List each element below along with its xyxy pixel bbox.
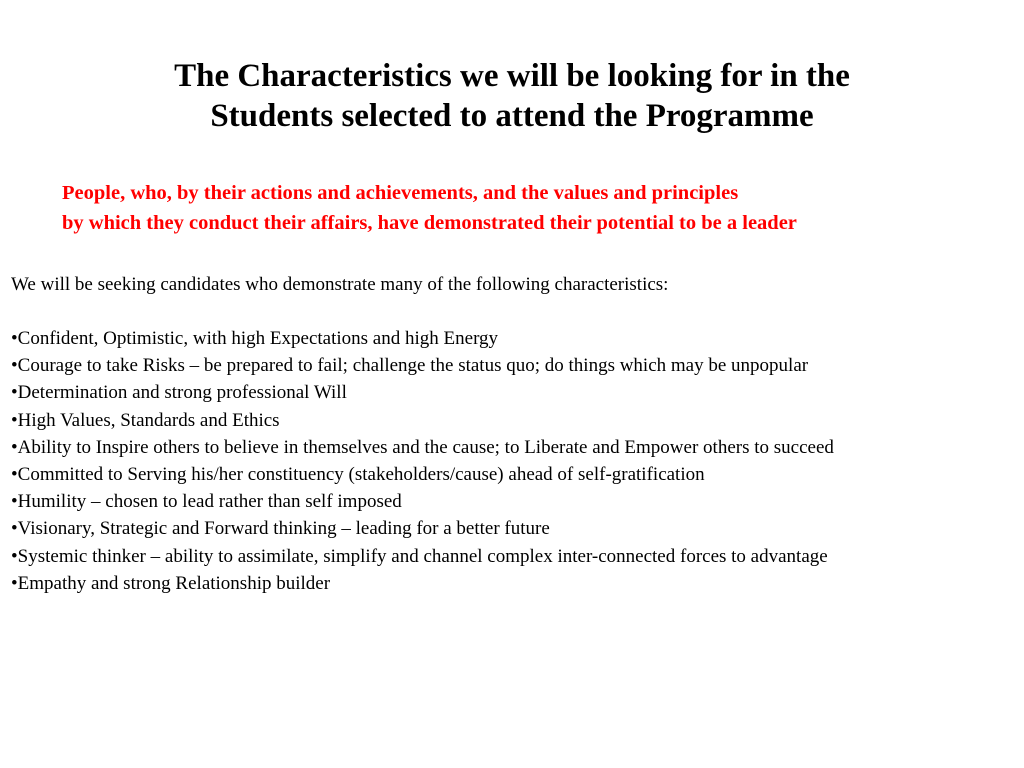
list-item-text: High Values, Standards and Ethics [17, 409, 280, 431]
list-item-text: Systemic thinker – ability to assimilate, simplify and channel complex inter-connected forces to advantage [17, 545, 828, 567]
list-item-text: Visionary, Strategic and Forward thinking – leading for a better future [17, 518, 550, 540]
slide-subtitle-line: People, who, by their actions and achievements, and the values and principles [62, 182, 739, 204]
list-item [11, 543, 834, 570]
bullet-icon: • [11, 355, 18, 377]
bullet-icon: • [11, 382, 18, 404]
list-item [11, 325, 834, 352]
slide-subtitle [62, 178, 797, 238]
list-item-text: Committed to Serving his/her constituency (stakeholders/cause) ahead of self-gratification [17, 464, 705, 486]
list-item [11, 434, 834, 461]
list-item [11, 488, 834, 515]
bullet-icon: • [11, 436, 18, 458]
list-item-text: Humility – chosen to lead rather than self imposed [17, 491, 402, 513]
list-item [11, 407, 834, 434]
list-item-text: Confident, Optimistic, with high Expectations and high Energy [17, 328, 499, 349]
bullet-icon: • [11, 491, 18, 513]
list-item [11, 379, 834, 406]
slide-title-line: Students selected to attend the Programme [210, 98, 814, 134]
bullet-icon: • [11, 409, 18, 431]
slide-subtitle-line: by which they conduct their affairs, have demonstrated their potential to be a leader [62, 212, 797, 234]
list-item-text: Determination and strong professional Will [17, 382, 347, 404]
list-item [11, 461, 834, 488]
bullet-icon: • [11, 545, 18, 567]
list-item [11, 352, 834, 379]
list-item [11, 515, 834, 542]
list-item-text: Courage to take Risks – be prepared to fail; challenge the status quo; do things which may be unpopular [17, 355, 809, 377]
list-item-text: Empathy and strong Relationship builder [17, 572, 331, 594]
bullet-icon: • [11, 328, 18, 349]
list-item [11, 570, 834, 597]
slide-title-line: The Characteristics we will be looking for in the [174, 58, 850, 94]
characteristics-list [11, 325, 834, 597]
bullet-icon: • [11, 464, 18, 486]
slide-title [0, 56, 1024, 136]
bullet-icon: • [11, 572, 18, 594]
intro-text: We will be seeking candidates who demonstrate many of the following characteristics: [11, 274, 669, 295]
list-item-text: Ability to Inspire others to believe in themselves and the cause; to Liberate and Empower others to succeed [17, 436, 834, 458]
bullet-icon: • [11, 518, 18, 540]
